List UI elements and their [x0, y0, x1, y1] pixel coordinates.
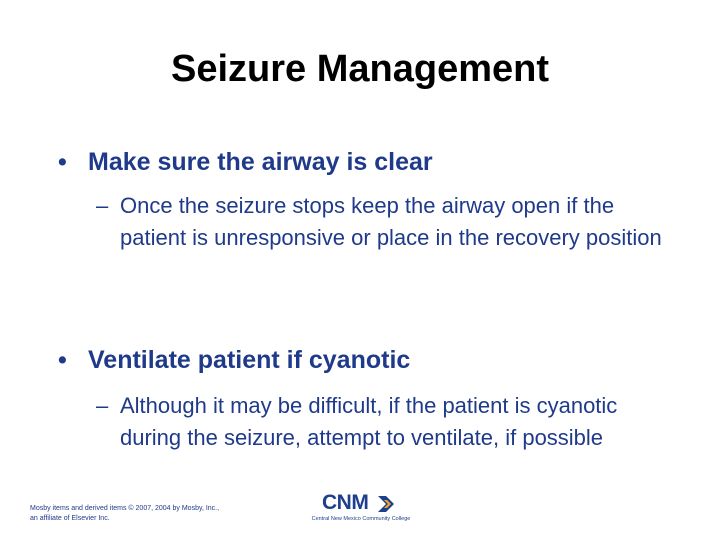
sub-bullet-text: Once the seizure stops keep the airway open if the patient is unresponsive or place in the recovery position	[120, 193, 662, 250]
bullet-item	[58, 345, 698, 375]
bullet-text: Ventilate patient if cyanotic	[88, 346, 411, 374]
sub-bullet-marker: –	[96, 393, 109, 418]
cnm-logo	[292, 491, 430, 527]
sub-bullet-marker: –	[96, 193, 109, 218]
copyright-line: Mosby items and derived items © 2007, 2004 by Mosby, Inc.,	[30, 505, 220, 512]
logo-text: CNM	[322, 491, 369, 514]
bullet-marker: •	[58, 148, 67, 176]
bullet-item	[58, 147, 698, 177]
copyright-line: an affiliate of Elsevier Inc.	[30, 515, 110, 522]
sub-bullet-text: Although it may be difficult, if the patient is cyanotic during the seizure, attempt to ventilate, if possible	[120, 393, 618, 450]
bullet-marker: •	[58, 346, 67, 374]
logo-subtitle: Central New Mexico Community College	[311, 516, 411, 522]
slide-title: Seizure Management	[171, 48, 549, 90]
copyright-footer	[30, 504, 260, 524]
chevron-right-icon	[376, 494, 396, 514]
sub-bullet-item	[96, 390, 666, 490]
sub-bullet-item	[96, 190, 666, 290]
bullet-text: Make sure the airway is clear	[88, 148, 433, 176]
